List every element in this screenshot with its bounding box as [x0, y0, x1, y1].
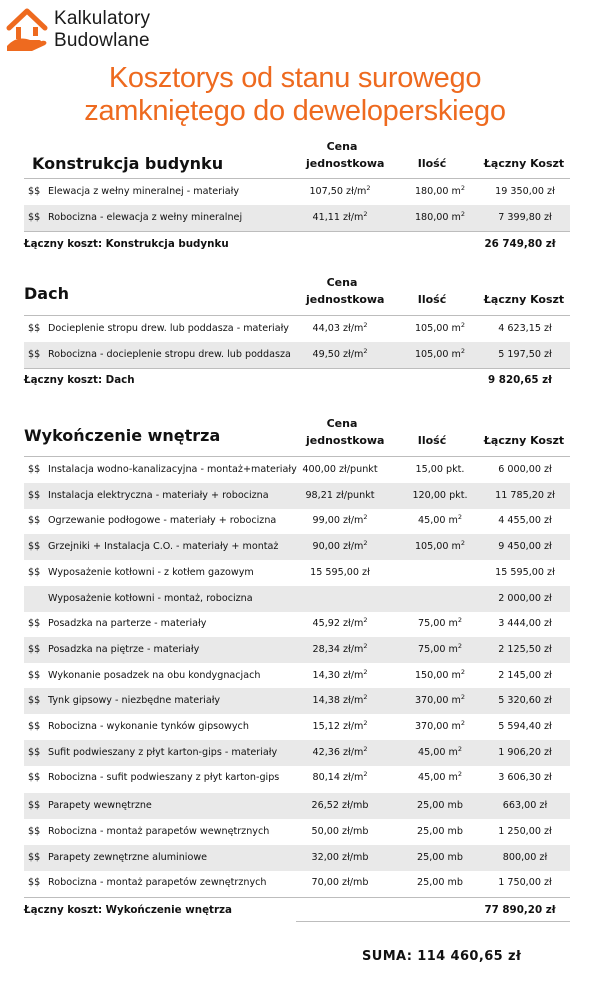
table-row: [24, 688, 570, 714]
quantity-value: 75,00 m: [417, 643, 458, 655]
item-name: Ogrzewanie podłogowe - materiały + robocizna: [48, 515, 277, 527]
row-total: 4 455,00 zł: [498, 515, 552, 527]
row-total: 3 444,00 zł: [498, 618, 552, 630]
unit-price-value: 41,11 zł/m: [312, 211, 364, 223]
unit-price: [282, 740, 398, 766]
unit-exponent: 2: [366, 184, 371, 192]
currency-icon: $$: [28, 323, 41, 334]
section-total: [0, 900, 590, 920]
row-total: 5 594,40 zł: [498, 721, 552, 732]
unit-price-value: 400,00 zł/punkt: [302, 464, 378, 475]
unit-price-value: 14,30 zł/m: [312, 669, 364, 681]
item-name: Wykonanie posadzek na obu kondygnacjach: [48, 669, 261, 681]
item-name: Sufit podwieszany z płyt karton-gips - materiały: [48, 746, 278, 758]
unit-price: [282, 870, 398, 896]
unit-exponent: 2: [363, 641, 368, 650]
unit-price-value: 99,00 zł/m: [312, 515, 364, 527]
unit-price-value: 49,50 zł/m: [312, 348, 364, 360]
unit-price-value: 45,92 zł/m: [312, 618, 364, 630]
table-row: [24, 637, 570, 663]
unit-exponent: 2: [457, 616, 462, 625]
quantity: [390, 205, 490, 231]
item-name: Parapety wewnętrzne: [48, 800, 152, 812]
row-total: 15 595,00 zł: [495, 566, 555, 578]
section-total: [0, 370, 590, 390]
quantity: [390, 688, 490, 714]
section-total-value: 26 749,80 zł: [484, 238, 556, 251]
item-name: Wyposażenie kotłowni - z kotłem gazowym: [48, 566, 254, 578]
section-total: [0, 234, 590, 254]
item-name: Robocizna - montaż parapetów wewnętrznych: [48, 825, 270, 837]
currency-icon: $$: [28, 348, 41, 360]
unit-exponent: 2: [363, 346, 368, 355]
unit-price-value: 42,36 zł/m: [312, 746, 364, 758]
unit-exponent: 2: [460, 184, 466, 192]
unit-exponent: 2: [363, 513, 368, 522]
unit-price-value: 15,12 zł/m: [312, 721, 364, 732]
item-name: Posadzka na parterze - materiały: [48, 618, 207, 630]
row-total: 4 623,15 zł: [498, 323, 552, 334]
unit-price-value: 32,00 zł/mb: [311, 851, 369, 863]
unit-price: [282, 611, 398, 637]
unit-price-value: 26,52 zł/mb: [311, 800, 369, 812]
unit-price: [282, 637, 398, 663]
item-name: Parapety zewnętrzne aluminiowe: [48, 851, 208, 863]
column-header-qty: Ilość: [417, 157, 447, 170]
unit-exponent: 2: [363, 616, 368, 625]
unit-exponent: 2: [363, 770, 368, 779]
unit-exponent: 2: [363, 693, 368, 702]
currency-icon: $$: [28, 541, 41, 553]
unit-price: [282, 457, 398, 483]
unit-exponent: 2: [363, 719, 368, 727]
item-name: Instalacja wodno-kanalizacyjna - montaż+materiały: [48, 464, 297, 475]
table-row: [24, 586, 570, 612]
unit-exponent: 2: [460, 209, 466, 218]
section-divider: [24, 897, 570, 898]
unit-price-value: 28,34 zł/m: [312, 643, 364, 655]
column-header-total: Łączny Koszt: [483, 434, 565, 447]
table-row: [24, 845, 570, 871]
unit-price-value: 80,14 zł/m: [312, 772, 364, 784]
unit-price-value: 14,38 zł/m: [312, 695, 364, 707]
section-total-label: Łączny koszt: Dach: [24, 374, 135, 387]
quantity: [390, 793, 490, 819]
currency-icon: $$: [28, 211, 41, 223]
unit-exponent: 2: [460, 667, 466, 676]
row-total: 7 399,80 zł: [498, 211, 552, 223]
column-header-qty: Ilość: [417, 434, 447, 447]
column-header-qty: Ilość: [417, 293, 447, 306]
table-row: [24, 793, 570, 819]
table-row: [24, 870, 570, 896]
column-header-total: Łączny Koszt: [483, 293, 565, 306]
item-name: Elewacja z wełny mineralnej - materiały: [48, 186, 240, 197]
item-name: Robocizna - docieplenie stropu drew. lub poddasza: [48, 348, 291, 360]
column-header-total: Łączny Koszt: [483, 157, 565, 170]
unit-exponent: 2: [363, 321, 368, 329]
table-row: [24, 611, 570, 637]
currency-icon: $$: [28, 618, 41, 630]
table-row: [24, 740, 570, 766]
quantity-value: 150,00 m: [414, 669, 461, 681]
unit-price-value: 98,21 zł/punkt: [305, 489, 375, 501]
item-name: Robocizna - elewacja z wełny mineralnej: [48, 211, 243, 223]
brand-name-line1: Kalkulatory: [54, 8, 151, 29]
quantity-value: 75,00 m: [417, 618, 458, 630]
unit-price-value: 15 595,00 zł: [310, 566, 370, 578]
row-total: 800,00 zł: [502, 851, 548, 863]
unit-exponent: 2: [457, 513, 462, 522]
quantity: [390, 534, 490, 560]
unit-exponent: 2: [460, 719, 466, 727]
table-row: [24, 714, 570, 740]
currency-icon: $$: [28, 566, 41, 578]
item-name: Wyposażenie kotłowni - montaż, robocizna: [48, 592, 253, 604]
quantity: [390, 870, 490, 896]
unit-exponent: 2: [460, 539, 466, 548]
quantity-value: 180,00 m: [414, 211, 461, 223]
unit-price-value: 50,00 zł/mb: [311, 825, 369, 837]
row-total: 6 000,00 zł: [498, 464, 552, 475]
unit-price-value: 44,03 zł/m: [312, 323, 364, 334]
table-row: [24, 534, 570, 560]
grand-total-divider: [296, 921, 570, 922]
item-name: Robocizna - wykonanie tynków gipsowych: [48, 721, 249, 732]
section-title: Dach: [24, 284, 69, 303]
item-name: Tynk gipsowy - niezbędne materiały: [48, 695, 221, 707]
quantity-value: 45,00 m: [417, 746, 458, 758]
section-total-value: 9 820,65 zł: [488, 374, 552, 387]
item-name: Docieplenie stropu drew. lub poddasza - materiały: [48, 323, 289, 334]
quantity-value: 25,00 mb: [417, 825, 463, 837]
column-header-price: Cena jednostkowa: [306, 140, 385, 170]
section-total-label: Łączny koszt: Wykończenie wnętrza: [24, 903, 232, 916]
unit-price-value: 107,50 zł/m: [309, 186, 367, 197]
quantity-value: 15,00 pkt.: [415, 464, 465, 475]
unit-exponent: 2: [363, 744, 368, 753]
page-title: [0, 62, 590, 128]
quantity: [390, 457, 490, 483]
brand-logo[interactable]: [6, 4, 151, 52]
quantity: [390, 714, 490, 740]
unit-price: [282, 714, 398, 740]
unit-price: [282, 179, 398, 205]
column-header-price: Cena jednostkowa: [306, 417, 385, 447]
section-total-label: Łączny koszt: Konstrukcja budynku: [24, 238, 229, 251]
currency-icon: $$: [28, 825, 41, 837]
currency-icon: $$: [28, 515, 41, 527]
row-total: 663,00 zł: [502, 800, 548, 812]
currency-icon: $$: [28, 186, 41, 197]
unit-price: [282, 688, 398, 714]
unit-price: [282, 845, 398, 871]
quantity-value: 370,00 m: [414, 721, 461, 732]
currency-icon: $$: [28, 669, 41, 681]
table-row: [24, 508, 570, 534]
unit-price-value: 70,00 zł/mb: [311, 877, 369, 889]
row-total: 2 125,50 zł: [498, 643, 552, 655]
unit-price: [282, 316, 398, 342]
unit-exponent: 2: [363, 209, 368, 218]
table-row: [24, 342, 570, 368]
unit-exponent: 2: [457, 770, 462, 779]
quantity: [390, 508, 490, 534]
currency-icon: $$: [28, 746, 41, 758]
unit-price: [282, 819, 398, 845]
page-title-line2: zamkniętego do deweloperskiego: [84, 95, 506, 127]
unit-price: [282, 483, 398, 509]
unit-exponent: 2: [457, 641, 462, 650]
currency-icon: $$: [28, 772, 41, 784]
quantity-value: 45,00 m: [417, 515, 458, 527]
quantity: [390, 740, 490, 766]
table-row: [24, 205, 570, 231]
table-row: [24, 819, 570, 845]
quantity: [390, 483, 490, 509]
quantity: [390, 845, 490, 871]
row-total: 1 250,00 zł: [498, 825, 552, 837]
currency-icon: $$: [28, 643, 41, 655]
row-total: 11 785,20 zł: [495, 489, 555, 501]
section-divider: [24, 231, 570, 232]
quantity: [390, 819, 490, 845]
unit-price: [282, 508, 398, 534]
item-name: Robocizna - sufit podwieszany z płyt karton-gips: [48, 772, 280, 784]
quantity: [390, 611, 490, 637]
row-total: 9 450,00 zł: [498, 541, 552, 553]
quantity-value: 105,00 m: [414, 541, 461, 553]
unit-exponent: 2: [460, 346, 466, 355]
quantity-value: 45,00 m: [417, 772, 458, 784]
item-name: Robocizna - montaż parapetów zewnętrznych: [48, 877, 267, 889]
unit-price: [282, 663, 398, 689]
unit-price-value: 90,00 zł/m: [312, 541, 364, 553]
quantity-value: 105,00 m: [414, 348, 461, 360]
currency-icon: $$: [28, 877, 41, 889]
unit-exponent: 2: [460, 321, 466, 329]
currency-icon: $$: [28, 721, 41, 732]
row-total: 1 750,00 zł: [498, 877, 552, 889]
unit-exponent: 2: [363, 539, 368, 548]
currency-icon: $$: [28, 464, 41, 475]
currency-icon: $$: [28, 489, 41, 501]
unit-exponent: 2: [460, 693, 466, 702]
quantity: [390, 179, 490, 205]
row-total: 5 320,60 zł: [498, 695, 552, 707]
unit-price: [282, 534, 398, 560]
table-row: [24, 316, 570, 342]
quantity-value: 25,00 mb: [417, 851, 463, 863]
unit-price: [282, 765, 398, 791]
unit-exponent: 2: [363, 667, 368, 676]
quantity: [390, 316, 490, 342]
unit-price: [282, 793, 398, 819]
grand-total: SUMA: 114 460,65 zł: [362, 949, 522, 964]
section-total-value: 77 890,20 zł: [484, 903, 556, 916]
table-row: [24, 663, 570, 689]
table-row: [24, 483, 570, 509]
quantity-value: 105,00 m: [414, 323, 461, 334]
table-row: [24, 560, 570, 586]
table-row: [24, 765, 570, 791]
quantity: [390, 663, 490, 689]
item-name: Instalacja elektryczna - materiały + robocizna: [48, 489, 269, 501]
row-total: 3 606,30 zł: [498, 772, 552, 784]
quantity-value: 25,00 mb: [417, 800, 463, 812]
section-title: Wykończenie wnętrza: [24, 426, 221, 445]
table-row: [24, 179, 570, 205]
row-total: 2 000,00 zł: [498, 592, 552, 604]
item-name: Posadzka na piętrze - materiały: [48, 643, 200, 655]
item-name: Grzejniki + Instalacja C.O. - materiały + montaż: [48, 541, 279, 553]
currency-icon: $$: [28, 695, 41, 707]
row-total: 19 350,00 zł: [495, 186, 555, 197]
section-divider: [24, 368, 570, 369]
quantity: [390, 765, 490, 791]
currency-icon: $$: [28, 851, 41, 863]
page-title-line1: Kosztorys od stanu surowego: [108, 62, 482, 94]
unit-price: [282, 342, 398, 368]
unit-price: [282, 205, 398, 231]
column-header-price: Cena jednostkowa: [306, 276, 385, 306]
quantity-value: 25,00 mb: [417, 877, 463, 889]
row-total: 1 906,20 zł: [498, 746, 552, 758]
brand-name-line2: Budowlane: [54, 30, 150, 51]
row-total: 2 145,00 zł: [498, 669, 552, 681]
table-row: [24, 457, 570, 483]
quantity-value: 180,00 m: [414, 186, 461, 197]
unit-price: [282, 560, 398, 586]
quantity: [390, 637, 490, 663]
section-title: Konstrukcja budynku: [32, 154, 224, 173]
row-total: 5 197,50 zł: [498, 348, 552, 360]
quantity: [390, 342, 490, 368]
currency-icon: $$: [28, 800, 41, 812]
quantity-value: 120,00 pkt.: [412, 489, 468, 501]
unit-exponent: 2: [457, 744, 462, 753]
house-hand-icon: [6, 4, 50, 52]
quantity-value: 370,00 m: [414, 695, 461, 707]
